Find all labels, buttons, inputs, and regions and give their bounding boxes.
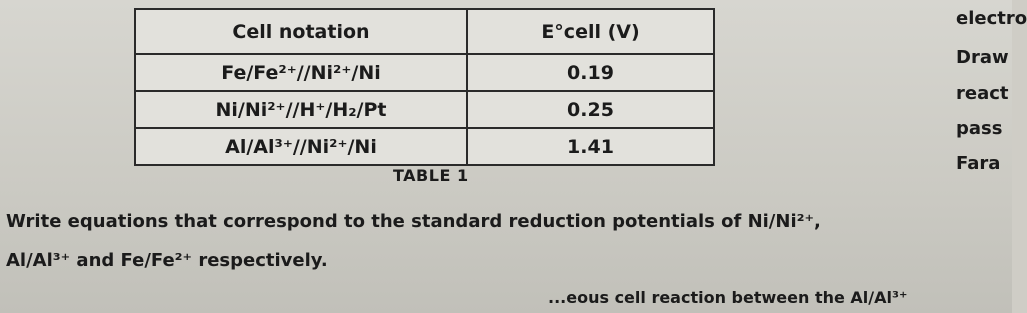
cell-notation: Ni/Ni²⁺//H⁺/H₂/Pt <box>135 91 467 128</box>
side-text-draw: Draw <box>956 47 1009 68</box>
question-line-3-partial: ...eous cell reaction between the Al/Al³⁺ <box>548 288 908 307</box>
table-caption: TABLE 1 <box>393 166 469 185</box>
header-cell-notation: Cell notation <box>135 9 467 54</box>
table-row <box>135 54 714 91</box>
table-row <box>135 128 714 165</box>
cell-notation: Al/Al³⁺//Ni²⁺/Ni <box>135 128 467 165</box>
side-text-pass: pass <box>956 118 1003 139</box>
header-ecell: E°cell (V) <box>467 9 714 54</box>
cell-ecell: 1.41 <box>467 128 714 165</box>
cell-ecell: 0.25 <box>467 91 714 128</box>
question-line-1: Write equations that correspond to the standard reduction potentials of Ni/Ni²⁺, <box>6 211 821 232</box>
table-row <box>135 91 714 128</box>
cell-ecell: 0.19 <box>467 54 714 91</box>
side-text-electro: electro <box>956 8 1027 29</box>
side-text-react: react <box>956 83 1009 104</box>
cell-potentials-table <box>134 8 715 166</box>
cell-notation: Fe/Fe²⁺//Ni²⁺/Ni <box>135 54 467 91</box>
table-header-row <box>135 9 714 54</box>
side-text-fara: Fara <box>956 153 1001 174</box>
question-line-2: Al/Al³⁺ and Fe/Fe²⁺ respectively. <box>6 250 328 271</box>
